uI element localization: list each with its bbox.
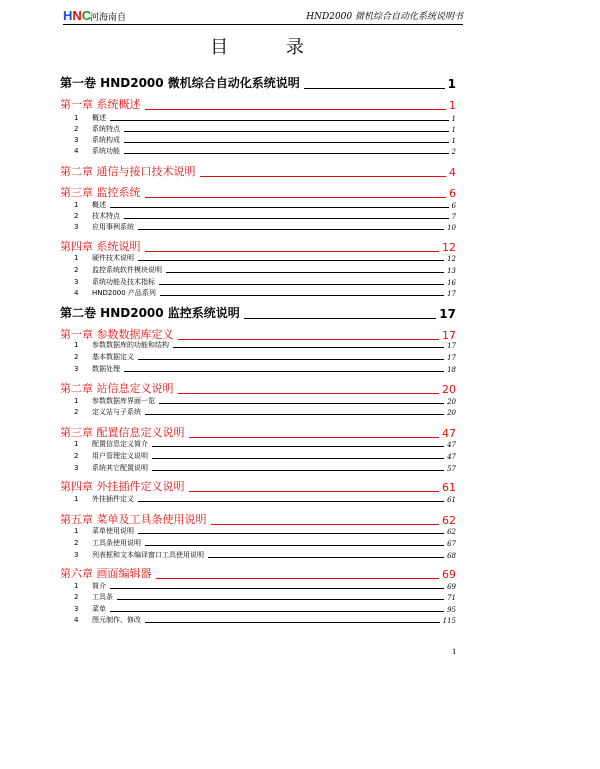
toc-page-number: 115 (442, 617, 456, 625)
section-title: 数据处理 (92, 365, 120, 373)
toc-chapter-label: 第三章 配置信息定义说明 (60, 426, 185, 439)
toc-page-number: 17 (447, 342, 456, 350)
leader-line (145, 414, 444, 415)
section-number: 1 (74, 495, 79, 503)
toc-page-number: 17 (442, 329, 456, 342)
toc-chapter-label: 第二章 通信与接口技术说明 (60, 165, 196, 178)
section-number: 3 (74, 278, 79, 286)
toc-page-number: 12 (442, 241, 456, 254)
leader-line (124, 218, 449, 219)
section-title: 系统特点 (92, 125, 120, 133)
section-title: 基本数据定义 (92, 353, 134, 361)
leader-line (152, 446, 444, 447)
toc-page-number: 61 (442, 481, 456, 494)
toc-page-number: 95 (447, 606, 456, 614)
toc-page-number: 17 (447, 354, 456, 362)
toc-section[interactable] (60, 439, 456, 449)
toc-page-number: 2 (451, 148, 456, 156)
leader-line (145, 109, 447, 110)
leader-line (110, 588, 444, 589)
section-title: 系统功能 (92, 147, 120, 155)
toc-page-number: 10 (447, 224, 456, 232)
leader-line (145, 545, 444, 546)
toc-section[interactable] (60, 407, 456, 417)
leader-line (138, 533, 444, 534)
toc-section[interactable] (60, 604, 456, 614)
toc-page-number: 20 (442, 383, 456, 396)
toc-chapter[interactable] (60, 238, 456, 254)
section-title: 图元制作、修改 (92, 616, 141, 624)
section-number: 4 (74, 289, 79, 297)
toc-section[interactable] (60, 277, 456, 287)
section-number: 3 (74, 365, 79, 373)
toc-section[interactable] (60, 364, 456, 374)
toc-chapter[interactable] (60, 478, 456, 494)
toc-chapter[interactable] (60, 380, 456, 396)
toc-section[interactable] (60, 451, 456, 461)
section-number: 3 (74, 223, 79, 231)
section-number: 2 (74, 266, 79, 274)
toc-section[interactable] (60, 124, 456, 134)
section-title: 菜单使用说明 (92, 527, 134, 535)
company-name: 河海南自 (90, 13, 127, 23)
leader-line (145, 622, 440, 623)
section-number: 3 (74, 551, 79, 559)
company-logo: HNC (63, 8, 92, 23)
toc-chapter-label: 第三章 监控系统 (60, 186, 141, 199)
section-title: 列表框和文本编译窗口工具使用说明 (92, 551, 204, 559)
toc-page-number: 47 (447, 441, 456, 449)
section-title: 硬件技术说明 (92, 254, 134, 262)
toc-page-number: 69 (447, 583, 456, 591)
footer-page-number: 1 (452, 648, 457, 656)
section-number: 2 (74, 408, 79, 416)
leader-line (244, 318, 436, 319)
toc-page-number: 6 (449, 187, 456, 200)
toc-page-number: 16 (447, 279, 456, 287)
toc-page-number: 69 (442, 568, 456, 581)
leader-line (138, 359, 444, 360)
section-number: 1 (74, 582, 79, 590)
section-title: 简介 (92, 582, 106, 590)
toc-page-number: 47 (442, 427, 456, 440)
toc-page-number: 57 (447, 465, 456, 473)
section-title: 参数数据库的功能和结构 (92, 341, 169, 349)
section-title: 配置信息定义简介 (92, 440, 148, 448)
toc-chapter[interactable] (60, 163, 456, 179)
section-title: 系统构成 (92, 136, 120, 144)
toc-volume-label: 第一卷 HND2000 微机综合自动化系统说明 (60, 76, 300, 90)
toc-volume-label: 第二卷 HND2000 监控系统说明 (60, 306, 240, 320)
toc-page-number: 71 (447, 594, 456, 602)
section-number: 1 (74, 341, 79, 349)
section-title: HND2000 产品系列 (92, 289, 156, 297)
leader-line (178, 393, 440, 394)
toc-chapter-label: 第一章 参数数据库定义 (60, 328, 174, 341)
section-number: 2 (74, 452, 79, 460)
toc-page-number: 67 (447, 540, 456, 548)
section-number: 1 (74, 440, 79, 448)
toc-section[interactable] (60, 211, 456, 221)
section-title: 参数数据库界面一览 (92, 397, 155, 405)
toc-page-number: 62 (442, 514, 456, 527)
toc-section[interactable] (60, 494, 456, 504)
section-title: 技术特点 (92, 212, 120, 220)
leader-line (152, 458, 444, 459)
leader-line (173, 347, 444, 348)
toc-chapter[interactable] (60, 565, 456, 581)
leader-line (189, 437, 440, 438)
section-number: 3 (74, 136, 79, 144)
section-number: 2 (74, 353, 79, 361)
page-title: 目 录 (210, 37, 330, 58)
toc-section[interactable] (60, 253, 456, 263)
toc-section[interactable] (60, 135, 456, 145)
toc-page-number: 12 (447, 255, 456, 263)
section-title: 系统功能及技术指标 (92, 278, 155, 286)
toc-section[interactable] (60, 352, 456, 362)
section-number: 3 (74, 605, 79, 613)
toc-section[interactable] (60, 146, 456, 156)
section-number: 4 (74, 147, 79, 155)
toc-section[interactable] (60, 265, 456, 275)
toc-section[interactable] (60, 113, 456, 123)
leader-line (189, 491, 440, 492)
toc-chapter-label: 第六章 画面编辑器 (60, 567, 152, 580)
section-title: 监控系统软件模块说明 (92, 266, 162, 274)
toc-section[interactable] (60, 592, 456, 602)
toc-page-number: 1 (451, 137, 456, 145)
leader-line (145, 251, 440, 252)
toc-page-number: 62 (447, 528, 456, 536)
leader-line (304, 88, 445, 89)
toc-page-number: 20 (447, 409, 456, 417)
leader-line (166, 272, 444, 273)
section-title: 定义站与子系统 (92, 408, 141, 416)
toc-page-number: 17 (447, 290, 456, 298)
section-title: 系统其它配置说明 (92, 464, 148, 472)
toc-chapter[interactable] (60, 511, 456, 527)
toc-chapter-label: 第二章 站信息定义说明 (60, 382, 174, 395)
leader-line (138, 229, 444, 230)
leader-line (160, 295, 444, 296)
toc-page-number: 1 (447, 77, 456, 91)
toc-page-number: 17 (439, 307, 456, 321)
section-number: 3 (74, 464, 79, 472)
leader-line (124, 153, 449, 154)
leader-line (208, 557, 444, 558)
toc-chapter-label: 第一章 系统概述 (60, 98, 141, 111)
header-divider (63, 24, 463, 25)
leader-line (124, 142, 449, 143)
section-number: 1 (74, 114, 79, 122)
toc-chapter-label: 第四章 外挂插件定义说明 (60, 480, 185, 493)
section-title: 工具条 (92, 593, 113, 601)
leader-line (138, 501, 444, 502)
leader-line (156, 578, 440, 579)
toc-volume-1[interactable] (60, 74, 456, 91)
toc-section[interactable] (60, 526, 456, 536)
section-number: 2 (74, 539, 79, 547)
section-title: 菜单 (92, 605, 106, 613)
section-number: 1 (74, 201, 79, 209)
section-number: 2 (74, 125, 79, 133)
toc-page-number: 13 (447, 267, 456, 275)
toc-section[interactable] (60, 538, 456, 548)
leader-line (200, 176, 447, 177)
section-number: 2 (74, 593, 79, 601)
leader-line (110, 611, 444, 612)
section-title: 外挂插件定义 (92, 495, 134, 503)
section-number: 4 (74, 616, 79, 624)
leader-line (124, 131, 449, 132)
leader-line (159, 403, 444, 404)
leader-line (211, 524, 440, 525)
leader-line (138, 260, 444, 261)
toc-chapter[interactable] (60, 424, 456, 440)
toc-section[interactable] (60, 550, 456, 560)
section-number: 1 (74, 527, 79, 535)
leader-line (159, 284, 444, 285)
leader-line (110, 120, 449, 121)
toc-section[interactable] (60, 463, 456, 473)
toc-page-number: 61 (447, 496, 456, 504)
section-number: 2 (74, 212, 79, 220)
section-title: 工具条使用说明 (92, 539, 141, 547)
leader-line (145, 197, 447, 198)
toc-page-number: 1 (449, 99, 456, 112)
toc-chapter[interactable] (60, 184, 456, 200)
toc-section[interactable] (60, 581, 456, 591)
section-number: 1 (74, 397, 79, 405)
toc-volume-2[interactable] (60, 304, 456, 321)
toc-page-number: 4 (449, 166, 456, 179)
leader-line (117, 599, 444, 600)
leader-line (110, 207, 449, 208)
toc-page-number: 20 (447, 398, 456, 406)
section-title: 用户管理定义说明 (92, 452, 148, 460)
toc-page-number: 47 (447, 453, 456, 461)
toc-section[interactable] (60, 615, 456, 625)
leader-line (152, 470, 444, 471)
section-title: 应用事例系统 (92, 223, 134, 231)
toc-chapter-label: 第五章 菜单及工具条使用说明 (60, 513, 207, 526)
toc-chapter[interactable] (60, 96, 456, 112)
section-number: 1 (74, 254, 79, 262)
toc-chapter-label: 第四章 系统说明 (60, 240, 141, 253)
toc-page-number: 1 (451, 126, 456, 134)
toc-section[interactable] (60, 288, 456, 298)
toc-section[interactable] (60, 200, 456, 210)
toc-page-number: 18 (447, 366, 456, 374)
toc-page-number: 1 (451, 115, 456, 123)
section-title: 概述 (92, 201, 106, 209)
toc-section[interactable] (60, 396, 456, 406)
toc-section[interactable] (60, 340, 456, 350)
toc-page-number: 7 (451, 213, 456, 221)
leader-line (124, 371, 444, 372)
toc-section[interactable] (60, 222, 456, 232)
section-title: 概述 (92, 114, 106, 122)
toc-page-number: 68 (447, 552, 456, 560)
document-title: HND2000 微机综合自动化系统说明书 (306, 12, 463, 22)
toc-page-number: 6 (451, 202, 456, 210)
